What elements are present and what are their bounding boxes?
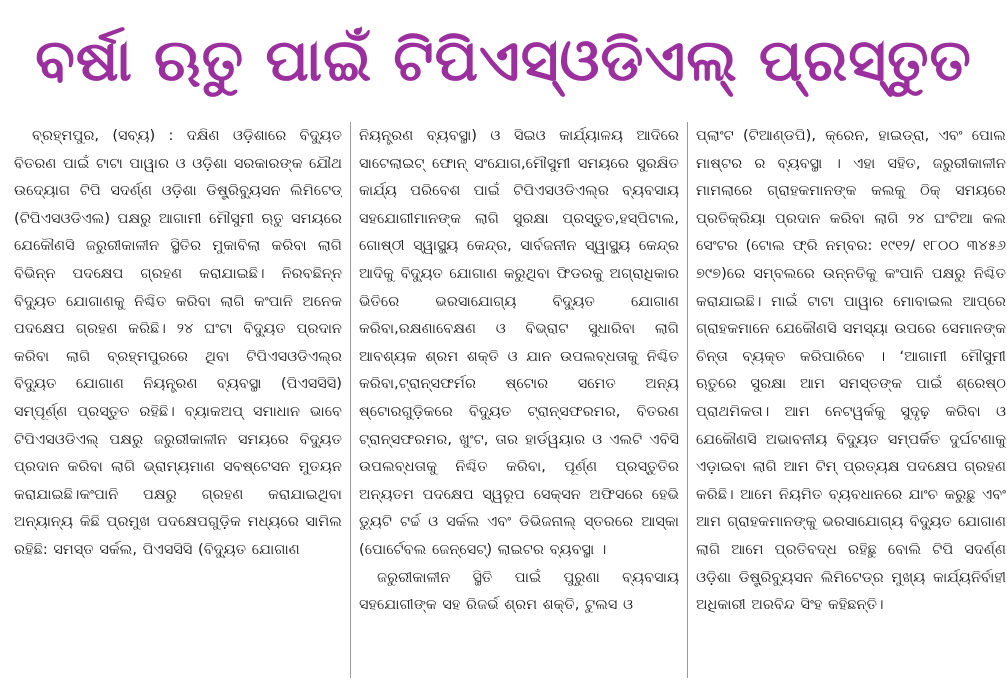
article-column-2 — [359, 122, 679, 678]
article-body — [14, 122, 1006, 678]
article-paragraph: ପ୍ଲାଂଟ (ଟିଆଣ୍ଡପି), କ୍ରେନ, ହାଇଡ୍ରା, ଏବଂ ପୋଲ ମାଷ୍ଟର ର ବ୍ୟବସ୍ଥା । ଏହା ସହିତ, ଜରୁରୀକାଳୀନ ମାମଲାରେ ଗ୍ରାହକମାନଙ୍କ କଲକୁ ଠିକ୍ ସମୟରେ ପ୍ରତିକ୍ରିୟା ପ୍ରଦାନ କରିବା ଲାଗି ୨୪ ଘଂଟିଆ କଲ ସେଂଟର (ଟୋଲ ଫ୍ରି ନମ୍ବର: ୧୯୧୨/ ୧୮୦୦ ୩୪୫୬ ୭୯୭)ରେ ସମ୍ବଲରେ ଉନ୍ନତିକୁ କଂପାନି ପକ୍ଷରୁ ନିଶ୍ଚିତ କରାଯାଇଛି। ମାଇଁ ଟାଟା ପାୱାର ମୋବାଇଲ ଆପ୍‌ରେ ଗ୍ରାହକମାନେ ଯେକୌଣସି ସମସ୍ୟା ଉପରେ ସେମାନଙ୍କ ଚିନ୍ତା ବ୍ୟକ୍ତ କରିପାରିବେ । ‘ଆଗାମୀ ମୌସୁମୀ ଋତୁରେ ସୁରକ୍ଷା ଆମ ସମସ୍ତଙ୍କ ପାଇଁ ଶ୍ରେଷ୍ଠ ପ୍ରାଥମିକତା। ଆମ ନେଟୱର୍କକୁ ସୁଦୃଢ଼ କରିବା ଓ ଯେକୌଣସି ଅଭାବନୀୟ ବିଦ୍ୟୁତ ସମ୍ପର୍କିତ ଦୁର୍ଘଟଣାକୁ ଏଡ଼ାଇବା ଲାଗି ଆମ ଟିମ୍ ପ୍ରତ୍ୟକ୍ଷ ପଦକ୍ଷେପ ଗ୍ରହଣ କରିଛି। ଆମେ ନିୟମିତ ବ୍ୟବଧାନରେ ଯାଂଚ କରୁଛୁ ଏବଂ ଆମ ଗ୍ରାହକମାନଙ୍କୁ ଭରସାଯୋଗ୍ୟ ବିଦ୍ୟୁତ ଯୋଗାଣ ଲାଗି ଆମେ ପ୍ରତିବଦ୍ଧ ରହିଛୁ ବୋଲି ଟିପି ସଦର୍ଣ୍ଣ ଓଡ଼ିଶା ଡିଷ୍ଟ୍ରିବ୍ୟୁସନ ଲିମିଟେଡ୍‌ର ମୁଖ୍ୟ କାର୍ଯ୍ୟନିର୍ବାହୀ ଅଧିକାରୀ ଅରବିନ୍ଦ ସିଂହ କହିଛନ୍ତି। — [696, 127, 1006, 614]
column-divider — [687, 122, 688, 678]
article-paragraph: ନିୟନ୍ତ୍ରଣ ବ୍ୟବସ୍ଥା) ଓ ସିଇଓ କାର୍ଯ୍ୟାଳୟ ଆଦିରେ ସାଟେଲାଇଟ୍ ଫୋନ୍ ସଂଯୋଗ,ମୌସୁମୀ ସମୟରେ ସୁରକ୍ଷିତ କାର୍ଯ୍ୟ ପରିବେଶ ପାଇଁ ଟିପିଏସଓଡିଏଲ୍‌ର ବ୍ୟବସାୟ ସହଯୋଗୀମାନଙ୍କ ଲାଗି ସୁରକ୍ଷା ପ୍ରସ୍ତୁତ,ହସ୍ପିଟାଲ, ଗୋଷ୍ଠୀ ସ୍ୱାସ୍ଥ୍ୟ କେନ୍ଦ୍ର, ସାର୍ବଜନୀନ ସ୍ୱାସ୍ଥ୍ୟ କେନ୍ଦ୍ର ଆଦିକୁ ବିଦ୍ୟୁତ ଯୋଗାଣ କରୁଥିବା ଫିଡରକୁ ଅଗ୍ରାଧିକାର ଭିତିରେ ଭରସାଯୋଗ୍ୟ ବିଦ୍ୟୁତ ଯୋଗାଣ କରିବା,ରକ୍ଷଣାବେକ୍ଷଣ ଓ ବିଭ୍ରାଟ ସୁଧାରିବା ଲାଗି ଆବଶ୍ୟକ ଶ୍ରମ ଶକ୍ତି ଓ ଯାନ ଉପଲବ୍ଧତାକୁ ନିଶ୍ଚିତ କରିବା,ଟ୍ରାନ୍ସଫର୍ମର ଷ୍ଟୋର ସମେତ ଅନ୍ୟ ଷ୍ଟୋରଗୁଡ଼ିକରେ ବିଦ୍ୟୁତ ଟ୍ରାନ୍ସଫରମର, ବିତରଣ ଟ୍ରାନ୍ସଫରମର, ଖୁଂଟ, ତାର ହାର୍ଡୱୟାର ଓ ଏଲଟି ଏବିସି ଉପଲବ୍ଧତାକୁ ନିଶ୍ଚିତ କରିବା, ପୂର୍ଣ୍ଣ ପ୍ରସ୍ତୁତିର ଅନ୍ୟତମ ପଦକ୍ଷେପ ସ୍ୱରୂପ ସେକ୍ସନ ଅଫିସରେ ହେଭି ଡ୍ୟୁଟି ଟର୍ଚ୍ଚ ଓ ସର୍କଲ ଏବଂ ଡିଭିଜନାଲ୍ ସ୍ତରରେ ଆସ୍କା (ପୋର୍ଟେବଲ ଜେନ୍‌ସେଟ୍) ଲାଇଟର ବ୍ୟବସ୍ଥା । — [359, 127, 679, 558]
article-paragraph: ଜରୁରୀକାଳୀନ ସ୍ଥିତି ପାଇଁ ପୁରୁଣା ବ୍ୟବସାୟ ସହଯୋଗୀଙ୍କ ସହ ରିଜର୍ଭ ଶ୍ରମ ଶକ୍ତି, ଟୁଲସ ଓ — [359, 568, 679, 614]
article-paragraph: ବ୍ରହ୍ମପୁର, (ସବ୍ୟ) : ଦକ୍ଷିଣ ଓଡ଼ିଶାରେ ବିଦ୍ୟୁତ ବିତରଣ ପାଇଁ ଟାଟା ପାୱାର ଓ ଓଡ଼ିଶା ସରକାରଙ୍କ ଯୌଥ ଉଦ୍ୟୋଗ ଟିପି ସଦର୍ଣ୍ଣ ଓଡ଼ିଶା ଡିଷ୍ଟ୍ରିବ୍ୟୁସନ ଲିମିଟେଡ୍ (ଟିପିଏସଓଡିଏଲ) ପକ୍ଷରୁ ଆଗାମୀ ମୌସୁମୀ ଋତୁ ସମୟରେ ଯେକୌଣସି ଜରୁରୀକାଳୀନ ସ୍ଥିତିର ମୁକାବିଲା କରିବା ଲାଗି ବିଭିନ୍ନ ପଦକ୍ଷେପ ଗ୍ରହଣ କରାଯାଇଛି। ନିରବଛିନ୍ନ ବିଦ୍ୟୁତ ଯୋଗାଣକୁ ନିଶ୍ଚିତ କରିବା ଲାଗି କଂପାନି ଅନେକ ପଦକ୍ଷେପ ଗ୍ରହଣ କରିଛି। ୨୪ ଘଂଟା ବିଦ୍ୟୁତ ପ୍ରଦାନ କରିବା ଲାଗି ବ୍ରହ୍ମପୁରରେ ଥିବା ଟିପିଏସଓଡିଏଲ୍‌ର ବିଦ୍ୟୁତ ଯୋଗାଣ ନିୟନ୍ତ୍ରଣ ବ୍ୟବସ୍ଥା (ପିଏସସିସି) ସମ୍ପୂର୍ଣ୍ଣ ପ୍ରସ୍ତୁତ ରହିଛି। ବ୍ୟାକଅପ୍ ସମାଧାନ ଭାବେ ଟିପିଏସଓଡିଏଲ୍ ପକ୍ଷରୁ ଜରୁରୀକାଳୀନ ସମୟରେ ବିଦ୍ୟୁତ ପ୍ରଦାନ କରିବା ଲାଗି ଭ୍ରାମ୍ୟମାଣ ସବଷ୍ଟେସନ ମୁତୟନ କରାଯାଇଛି।କଂପାନି ପକ୍ଷରୁ ଗ୍ରହଣ କରାଯାଇଥିବା ଅନ୍ୟାନ୍ୟ କିଛି ପ୍ରମୁଖ ପଦକ୍ଷେପଗୁଡ଼ିକ ମଧ୍ୟରେ ସାମିଲ ରହିଛି: ସମସ୍ତ ସର୍କଲ, ପିଏସସିସି (ବିଦ୍ୟୁତ ଯୋଗାଣ — [14, 127, 342, 558]
article-headline: ବର୍ଷା ଋତୁ ପାଇଁ ଟିପିଏସ୍‌ଓଡିଏଲ୍ ପ୍ରସ୍ତୁତ — [35, 26, 972, 94]
column-divider — [350, 122, 351, 678]
article-column-3 — [696, 122, 1006, 678]
article-column-1 — [14, 122, 342, 678]
